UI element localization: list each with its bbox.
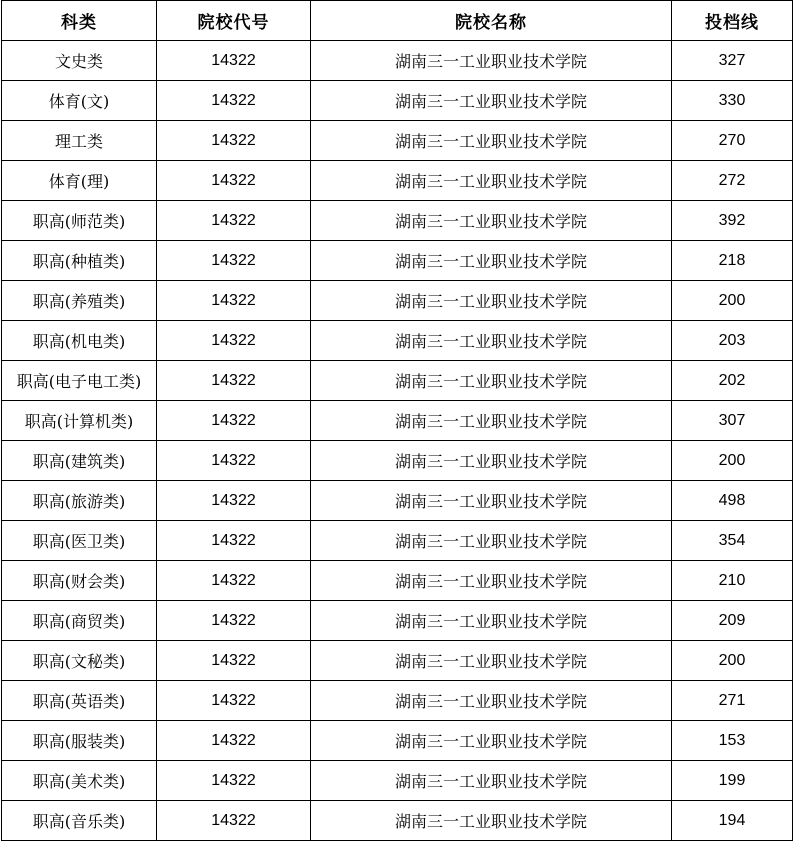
table-row bbox=[2, 201, 793, 241]
school-name-cell: 湖南三一工业职业技术学院 bbox=[311, 241, 672, 281]
school-name-cell: 湖南三一工业职业技术学院 bbox=[311, 641, 672, 681]
category-cell: 职高(旅游类) bbox=[2, 481, 157, 521]
cutoff-score-cell: 209 bbox=[672, 601, 793, 641]
school-name-cell: 湖南三一工业职业技术学院 bbox=[311, 521, 672, 561]
table-row bbox=[2, 321, 793, 361]
cutoff-score-cell: 392 bbox=[672, 201, 793, 241]
table-row bbox=[2, 801, 793, 841]
cutoff-score-cell: 202 bbox=[672, 361, 793, 401]
category-cell: 职高(建筑类) bbox=[2, 441, 157, 481]
school-name-cell: 湖南三一工业职业技术学院 bbox=[311, 441, 672, 481]
school-name-cell: 湖南三一工业职业技术学院 bbox=[311, 81, 672, 121]
cutoff-score-cell: 498 bbox=[672, 481, 793, 521]
category-cell: 理工类 bbox=[2, 121, 157, 161]
school-code-cell: 14322 bbox=[157, 401, 311, 441]
table-row bbox=[2, 81, 793, 121]
table-row bbox=[2, 161, 793, 201]
cutoff-score-cell: 200 bbox=[672, 641, 793, 681]
school-code-cell: 14322 bbox=[157, 641, 311, 681]
table-row bbox=[2, 561, 793, 601]
school-name-cell: 湖南三一工业职业技术学院 bbox=[311, 201, 672, 241]
category-cell: 职高(文秘类) bbox=[2, 641, 157, 681]
table-row bbox=[2, 361, 793, 401]
school-code-cell: 14322 bbox=[157, 761, 311, 801]
cutoff-score-cell: 218 bbox=[672, 241, 793, 281]
school-name-cell: 湖南三一工业职业技术学院 bbox=[311, 721, 672, 761]
school-name-cell: 湖南三一工业职业技术学院 bbox=[311, 561, 672, 601]
table-row bbox=[2, 521, 793, 561]
table-row bbox=[2, 641, 793, 681]
table-row bbox=[2, 601, 793, 641]
cutoff-score-cell: 327 bbox=[672, 41, 793, 81]
cutoff-score-cell: 271 bbox=[672, 681, 793, 721]
header-row bbox=[2, 1, 793, 41]
school-name-cell: 湖南三一工业职业技术学院 bbox=[311, 41, 672, 81]
cutoff-score-cell: 272 bbox=[672, 161, 793, 201]
school-code-cell: 14322 bbox=[157, 681, 311, 721]
table-row bbox=[2, 401, 793, 441]
cutoff-score-cell: 199 bbox=[672, 761, 793, 801]
cutoff-score-cell: 330 bbox=[672, 81, 793, 121]
category-cell: 职高(师范类) bbox=[2, 201, 157, 241]
header-school-code: 院校代号 bbox=[157, 1, 311, 41]
school-code-cell: 14322 bbox=[157, 161, 311, 201]
cutoff-score-cell: 153 bbox=[672, 721, 793, 761]
school-code-cell: 14322 bbox=[157, 481, 311, 521]
cutoff-score-cell: 307 bbox=[672, 401, 793, 441]
school-code-cell: 14322 bbox=[157, 601, 311, 641]
category-cell: 职高(机电类) bbox=[2, 321, 157, 361]
table-row bbox=[2, 281, 793, 321]
school-name-cell: 湖南三一工业职业技术学院 bbox=[311, 321, 672, 361]
school-name-cell: 湖南三一工业职业技术学院 bbox=[311, 801, 672, 841]
table-row bbox=[2, 761, 793, 801]
category-cell: 职高(电子电工类) bbox=[2, 361, 157, 401]
cutoff-score-cell: 200 bbox=[672, 441, 793, 481]
cutoff-score-cell: 200 bbox=[672, 281, 793, 321]
school-code-cell: 14322 bbox=[157, 721, 311, 761]
cutoff-score-cell: 354 bbox=[672, 521, 793, 561]
school-name-cell: 湖南三一工业职业技术学院 bbox=[311, 481, 672, 521]
school-code-cell: 14322 bbox=[157, 81, 311, 121]
table-row bbox=[2, 41, 793, 81]
school-name-cell: 湖南三一工业职业技术学院 bbox=[311, 601, 672, 641]
school-code-cell: 14322 bbox=[157, 441, 311, 481]
category-cell: 职高(计算机类) bbox=[2, 401, 157, 441]
header-cutoff-score: 投档线 bbox=[672, 1, 793, 41]
school-code-cell: 14322 bbox=[157, 241, 311, 281]
school-code-cell: 14322 bbox=[157, 201, 311, 241]
school-code-cell: 14322 bbox=[157, 121, 311, 161]
category-cell: 职高(音乐类) bbox=[2, 801, 157, 841]
category-cell: 职高(服装类) bbox=[2, 721, 157, 761]
cutoff-score-cell: 270 bbox=[672, 121, 793, 161]
table-row bbox=[2, 241, 793, 281]
school-code-cell: 14322 bbox=[157, 361, 311, 401]
category-cell: 体育(理) bbox=[2, 161, 157, 201]
category-cell: 职高(医卫类) bbox=[2, 521, 157, 561]
category-cell: 体育(文) bbox=[2, 81, 157, 121]
category-cell: 职高(财会类) bbox=[2, 561, 157, 601]
school-code-cell: 14322 bbox=[157, 521, 311, 561]
cutoff-score-cell: 194 bbox=[672, 801, 793, 841]
table-row bbox=[2, 721, 793, 761]
table-row bbox=[2, 441, 793, 481]
admission-score-table bbox=[1, 0, 793, 841]
header-category: 科类 bbox=[2, 1, 157, 41]
school-code-cell: 14322 bbox=[157, 41, 311, 81]
category-cell: 职高(英语类) bbox=[2, 681, 157, 721]
school-code-cell: 14322 bbox=[157, 561, 311, 601]
cutoff-score-cell: 210 bbox=[672, 561, 793, 601]
table-body bbox=[2, 41, 793, 841]
school-name-cell: 湖南三一工业职业技术学院 bbox=[311, 161, 672, 201]
school-name-cell: 湖南三一工业职业技术学院 bbox=[311, 681, 672, 721]
table-row bbox=[2, 681, 793, 721]
school-name-cell: 湖南三一工业职业技术学院 bbox=[311, 401, 672, 441]
category-cell: 职高(养殖类) bbox=[2, 281, 157, 321]
category-cell: 文史类 bbox=[2, 41, 157, 81]
header-school-name: 院校名称 bbox=[311, 1, 672, 41]
school-code-cell: 14322 bbox=[157, 281, 311, 321]
category-cell: 职高(种植类) bbox=[2, 241, 157, 281]
school-name-cell: 湖南三一工业职业技术学院 bbox=[311, 761, 672, 801]
school-name-cell: 湖南三一工业职业技术学院 bbox=[311, 361, 672, 401]
school-name-cell: 湖南三一工业职业技术学院 bbox=[311, 121, 672, 161]
school-name-cell: 湖南三一工业职业技术学院 bbox=[311, 281, 672, 321]
category-cell: 职高(美术类) bbox=[2, 761, 157, 801]
school-code-cell: 14322 bbox=[157, 801, 311, 841]
category-cell: 职高(商贸类) bbox=[2, 601, 157, 641]
school-code-cell: 14322 bbox=[157, 321, 311, 361]
table-row bbox=[2, 481, 793, 521]
cutoff-score-cell: 203 bbox=[672, 321, 793, 361]
table-row bbox=[2, 121, 793, 161]
